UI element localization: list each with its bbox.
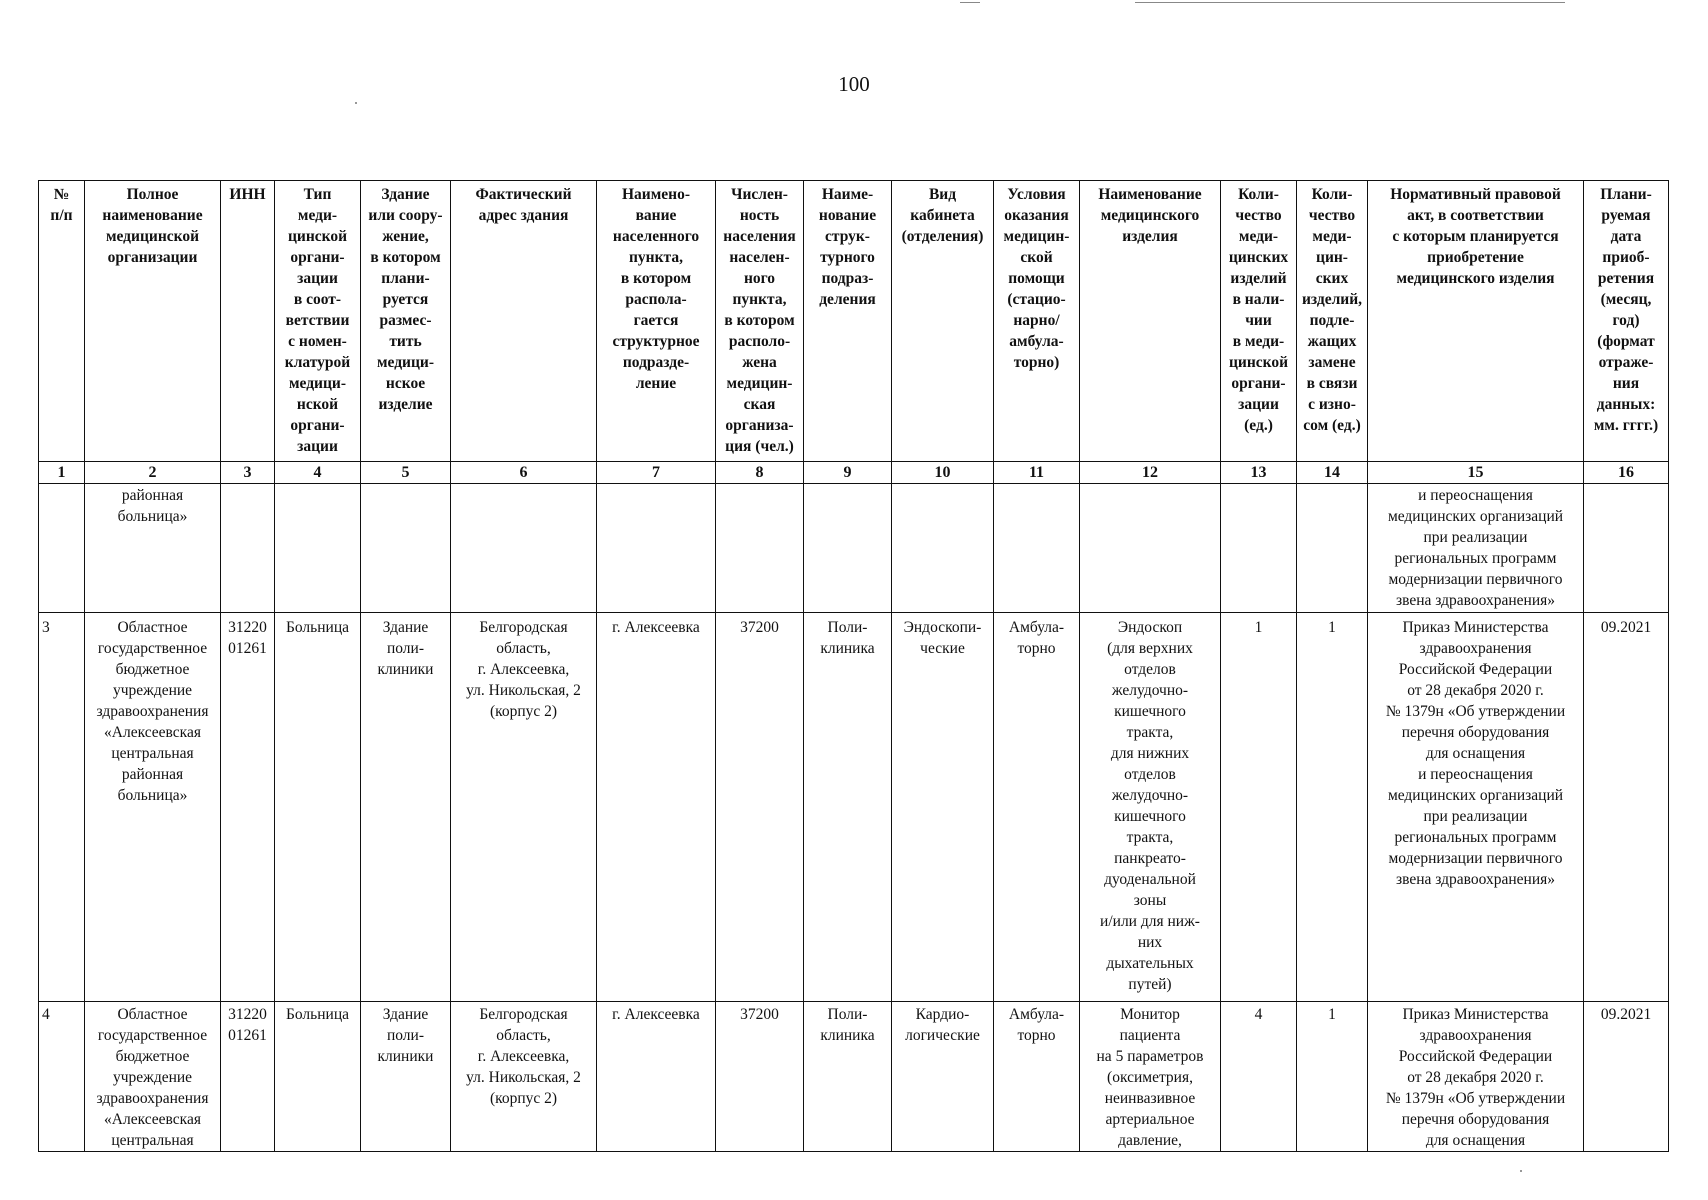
- organization-name: Областное государственное бюджетное учреждение здравоохранения «Алексеевская центральная районная больница»: [85, 613, 221, 1002]
- settlement-name: г. Алексеевка: [597, 1002, 716, 1152]
- header-cell: Наименование медицинского изделия: [1080, 181, 1221, 462]
- care-conditions: Амбула- торно: [994, 1002, 1080, 1152]
- column-number: 14: [1297, 462, 1368, 484]
- header-cell: № п/п: [39, 181, 85, 462]
- inn-value: 31220 01261: [221, 613, 275, 1002]
- header-cell: Условия оказания медицин- ской помощи (стацио- нарно/ амбула- торно): [994, 181, 1080, 462]
- building-address: Белгородская область, г. Алексеевка, ул. Никольская, 2 (корпус 2): [451, 613, 597, 1002]
- organization-type: Больница: [275, 613, 361, 1002]
- building-address: [451, 484, 597, 613]
- column-number: 11: [994, 462, 1080, 484]
- settlement-name: г. Алексеевка: [597, 613, 716, 1002]
- column-number: 9: [804, 462, 892, 484]
- header-cell: Наиме- нование струк- турного подраз- деления: [804, 181, 892, 462]
- care-conditions: [994, 484, 1080, 613]
- header-cell: ИНН: [221, 181, 275, 462]
- quantity-available: 4: [1221, 1002, 1297, 1152]
- settlement-name: [597, 484, 716, 613]
- column-number: 5: [361, 462, 451, 484]
- subdivision-name: Поли- клиника: [804, 1002, 892, 1152]
- cabinet-type: [892, 484, 994, 613]
- column-number: 1: [39, 462, 85, 484]
- device-name: Эндоскоп (для верхних отделов желудочно- кишечного тракта, для нижних отделов желудочно- кишечного тракта, панкреато- дуоденальной зоны и/или для ниж- них дыхательных путей): [1080, 613, 1221, 1002]
- subdivision-name: [804, 484, 892, 613]
- inn-value: [221, 484, 275, 613]
- header-cell: Тип меди- цинской органи- зации в соот- ветствии с номен- клатурой медици- нской органи- зации: [275, 181, 361, 462]
- scan-speck: [355, 102, 357, 104]
- table-row: [39, 484, 1669, 613]
- row-number: 3: [39, 613, 85, 1002]
- quantity-available: [1221, 484, 1297, 613]
- cabinet-type: Кардио- логические: [892, 1002, 994, 1152]
- building-name: Здание поли- клиники: [361, 613, 451, 1002]
- cabinet-type: Эндоскопи- ческие: [892, 613, 994, 1002]
- inn-value: 31220 01261: [221, 1002, 275, 1152]
- header-cell: Коли- чество меди- цин- ских изделий, подле- жащих замене в связи с изно- сом (ед.): [1297, 181, 1368, 462]
- header-cell: Плани- руемая дата приоб- ретения (месяц, год) (формат отраже- ния данных: мм. гггг.): [1584, 181, 1669, 462]
- table-row: [39, 613, 1669, 1002]
- table-row: [39, 1002, 1669, 1152]
- legal-act: и переоснащения медицинских организаций при реализации региональных программ модернизации первичного звена здравоохранения»: [1368, 484, 1584, 613]
- population-value: 37200: [716, 613, 804, 1002]
- header-cell: Наимено- вание населенного пункта, в котором распола- гается структурное подразде- ление: [597, 181, 716, 462]
- legal-act: Приказ Министерства здравоохранения Российской Федерации от 28 декабря 2020 г. № 1379н «Об утверждении перечня оборудования для оснащения: [1368, 1002, 1584, 1152]
- population-value: [716, 484, 804, 613]
- column-number: 4: [275, 462, 361, 484]
- organization-type: [275, 484, 361, 613]
- header-cell: Фактический адрес здания: [451, 181, 597, 462]
- legal-act: Приказ Министерства здравоохранения Российской Федерации от 28 декабря 2020 г. № 1379н «Об утверждении перечня оборудования для оснащения и переоснащения медицинских организаций при реализации региональных программ модернизации первичного звена здравоохранения»: [1368, 613, 1584, 1002]
- quantity-to-replace: 1: [1297, 613, 1368, 1002]
- header-cell: Коли- чество меди- цинских изделий в нали- чии в меди- цинской органи- зации (ед.): [1221, 181, 1297, 462]
- column-number: 6: [451, 462, 597, 484]
- column-number: 3: [221, 462, 275, 484]
- column-number: 10: [892, 462, 994, 484]
- quantity-to-replace: 1: [1297, 1002, 1368, 1152]
- medical-equipment-table: [38, 180, 1669, 1152]
- quantity-to-replace: [1297, 484, 1368, 613]
- organization-type: Больница: [275, 1002, 361, 1152]
- quantity-available: 1: [1221, 613, 1297, 1002]
- subdivision-name: Поли- клиника: [804, 613, 892, 1002]
- device-name: Монитор пациента на 5 параметров (оксиметрия, неинвазивное артериальное давление,: [1080, 1002, 1221, 1152]
- planned-date: [1584, 484, 1669, 613]
- column-number: 8: [716, 462, 804, 484]
- header-cell: Нормативный правовой акт, в соответствии с которым планируется приобретение медицинского изделия: [1368, 181, 1584, 462]
- device-name: [1080, 484, 1221, 613]
- column-number: 7: [597, 462, 716, 484]
- page-number: 100: [838, 72, 870, 96]
- header-cell: Числен- ность населения населен- ного пункта, в котором располо- жена медицин- ская организа- ция (чел.): [716, 181, 804, 462]
- building-name: Здание поли- клиники: [361, 1002, 451, 1152]
- care-conditions: Амбула- торно: [994, 613, 1080, 1002]
- header-cell: Вид кабинета (отделения): [892, 181, 994, 462]
- header-cell: Полное наименование медицинской организации: [85, 181, 221, 462]
- column-number: 13: [1221, 462, 1297, 484]
- population-value: 37200: [716, 1002, 804, 1152]
- header-row: [39, 181, 1669, 462]
- row-number: [39, 484, 85, 613]
- column-number: 12: [1080, 462, 1221, 484]
- column-number-row: [39, 462, 1669, 484]
- building-name: [361, 484, 451, 613]
- row-number: 4: [39, 1002, 85, 1152]
- column-number: 16: [1584, 462, 1669, 484]
- scan-edge-line: [1135, 2, 1565, 3]
- column-number: 2: [85, 462, 221, 484]
- header-cell: Здание или соору- жение, в котором плани- руется размес- тить медици- нское изделие: [361, 181, 451, 462]
- scan-edge-line: [960, 2, 980, 3]
- scan-speck: [1520, 1170, 1522, 1172]
- organization-name: районная больница»: [85, 484, 221, 613]
- organization-name: Областное государственное бюджетное учреждение здравоохранения «Алексеевская центральная: [85, 1002, 221, 1152]
- column-number: 15: [1368, 462, 1584, 484]
- building-address: Белгородская область, г. Алексеевка, ул. Никольская, 2 (корпус 2): [451, 1002, 597, 1152]
- planned-date: 09.2021: [1584, 613, 1669, 1002]
- planned-date: 09.2021: [1584, 1002, 1669, 1152]
